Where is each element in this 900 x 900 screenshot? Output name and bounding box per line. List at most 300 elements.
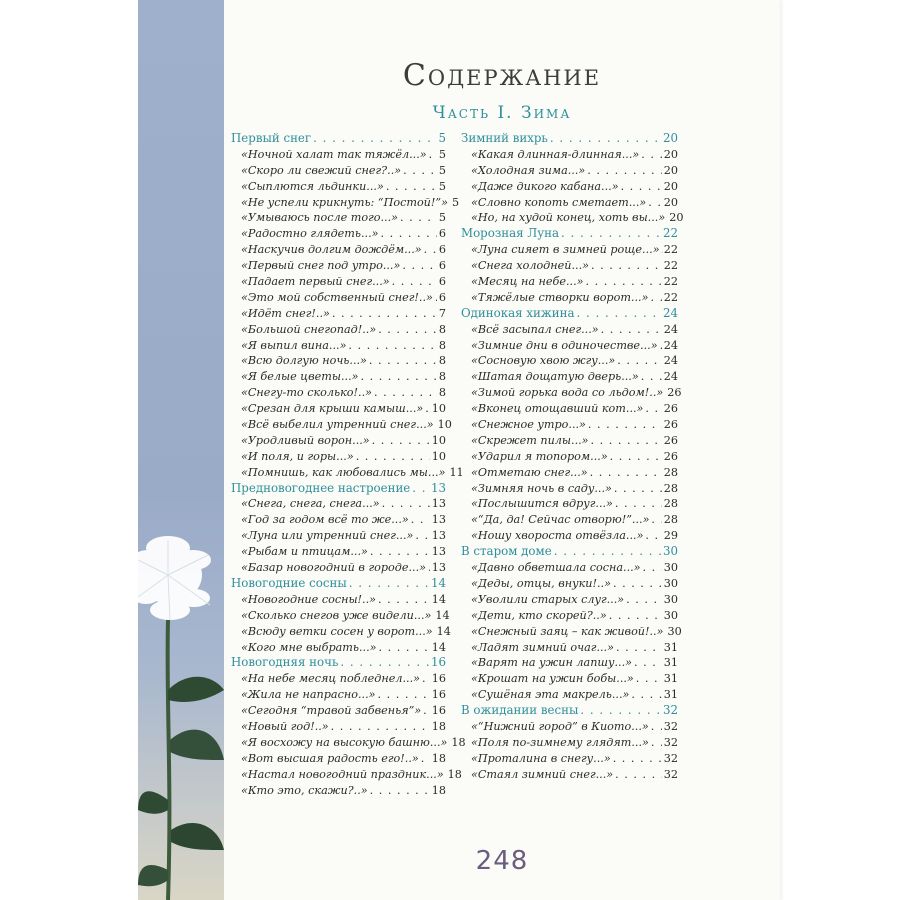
toc-entry-title: «Тяжёлые створки ворот...»: [471, 290, 649, 304]
toc-entry-title: «Новый год!..»: [241, 719, 329, 733]
dot-leader: [402, 258, 437, 274]
toc-entry-title: «“Да, да! Сейчас отворю!”...»: [471, 513, 650, 527]
toc-poem-entry: [461, 560, 678, 576]
toc-entry-page: 26: [663, 449, 678, 463]
dot-leader: [588, 417, 662, 433]
toc-poem-entry: [231, 385, 446, 401]
toc-entry-page: 24: [663, 370, 678, 384]
toc-poem-entry: [461, 274, 678, 290]
dot-leader: [610, 449, 662, 465]
toc-entry-title: «Давно обветшала сосна...»: [471, 561, 641, 575]
dot-leader: [400, 210, 437, 226]
toc-entry-page: 7: [438, 306, 446, 320]
toc-poem-entry: [461, 290, 678, 306]
dot-leader: [331, 719, 430, 735]
toc-entry-title: «Сегодня “травой забвенья”»: [241, 704, 422, 718]
toc-poem-entry: [461, 687, 678, 703]
toc-poem-entry: [461, 735, 678, 751]
toc-poem-entry: [461, 195, 678, 211]
dot-leader: [372, 433, 430, 449]
dot-leader: [613, 751, 662, 767]
toc-entry-page: 30: [663, 608, 678, 622]
toc-poem-entry: [231, 592, 446, 608]
toc-poem-entry: [231, 274, 446, 290]
toc-entry-page: 10: [431, 433, 446, 447]
toc-entry-page: 8: [438, 338, 446, 352]
dot-leader: [360, 369, 436, 385]
toc-entry-title: «Но, на худой конец, хоть вы...»: [471, 211, 666, 225]
toc-poem-entry: [231, 719, 446, 735]
toc-entry-page: 14: [431, 640, 446, 654]
toc-poem-entry: [231, 496, 446, 512]
dot-leader: [651, 512, 661, 528]
toc-poem-entry: [231, 179, 446, 195]
toc-poem-entry: [231, 306, 446, 322]
toc-entry-page: 20: [663, 179, 678, 193]
toc-entry-title: «Сосновую хвою жгу...»: [471, 354, 616, 368]
dot-leader: [425, 401, 430, 417]
toc-entry-page: 26: [667, 386, 682, 400]
dot-leader: [631, 687, 661, 703]
toc-poem-entry: [461, 417, 678, 433]
dot-leader: [561, 226, 661, 242]
toc-entry-title: «Послышится вдруг...»: [471, 497, 613, 511]
toc-entry-page: 28: [663, 481, 678, 495]
dot-leader: [429, 147, 437, 163]
toc-entry-title: «Всё выбелил утренний снег...»: [241, 418, 434, 432]
toc-entry-page: 22: [663, 290, 678, 304]
toc-poem-entry: [231, 751, 446, 767]
toc-entry-page: 5: [438, 147, 446, 161]
toc-entry-title: «Сыплются льдинки...»: [241, 179, 384, 193]
toc-poem-entry: [461, 385, 682, 401]
dot-leader: [378, 592, 430, 608]
toc-entry-page: 26: [663, 418, 678, 432]
part-heading: Часть I. Зима: [432, 103, 572, 123]
toc-entry-page: 6: [438, 290, 446, 304]
dot-leader: [580, 703, 661, 719]
dot-leader: [428, 560, 430, 576]
toc-entry-title: «Наскучив долгим дождём...»: [241, 243, 422, 257]
toc-entry-page: 6: [438, 243, 446, 257]
toc-poem-entry: [231, 640, 446, 656]
toc-poem-entry: [461, 671, 678, 687]
toc-poem-entry: [461, 179, 678, 195]
dot-leader: [648, 195, 662, 211]
toc-entry-title: «Большой снегопад!..»: [241, 322, 377, 336]
dot-leader: [332, 306, 437, 322]
toc-entry-title: «И поля, и горы...»: [241, 449, 354, 463]
toc-entry-page: 22: [663, 243, 678, 257]
toc-entry-title: «Уродливый ворон...»: [241, 433, 370, 447]
toc-entry-title: «Снежный заяц – как живой!..»: [471, 624, 664, 638]
toc-poem-entry: [231, 369, 446, 385]
page-number: 248: [475, 846, 529, 876]
toc-entry-title: «Снега, снега, снега...»: [241, 497, 380, 511]
dot-leader: [411, 512, 430, 528]
toc-poem-entry: [231, 226, 446, 242]
toc-entry-page: 22: [662, 226, 678, 241]
toc-entry-page: 20: [663, 147, 678, 161]
toc-entry-page: 16: [431, 672, 446, 686]
toc-entry-title: «Словно копоть сметает...»: [471, 195, 647, 209]
toc-entry-page: 10: [437, 418, 452, 432]
toc-entry-page: 24: [663, 338, 678, 352]
toc-entry-page: 20: [669, 211, 684, 225]
toc-entry-page: 18: [431, 719, 446, 733]
toc-poem-entry: [461, 338, 678, 354]
toc-poem-entry: [231, 290, 446, 306]
dot-leader: [415, 528, 429, 544]
toc-entry-title: Одинокая хижина: [461, 305, 575, 320]
page-title: Содержание: [402, 58, 602, 93]
dot-leader: [378, 322, 437, 338]
dot-leader: [615, 767, 662, 783]
dot-leader: [381, 226, 437, 242]
toc-poem-entry: [461, 401, 678, 417]
toc-poem-entry: [231, 544, 446, 560]
dot-leader: [643, 560, 662, 576]
toc-entry-title: «Деды, отцы, внуки!..»: [471, 576, 611, 590]
toc-right-column: [461, 131, 684, 783]
toc-entry-page: 31: [663, 688, 678, 702]
toc-entry-title: «Всюду ветки сосен у ворот...»: [241, 624, 433, 638]
toc-poem-entry: [461, 719, 678, 735]
dot-leader: [577, 306, 661, 322]
toc-poem-entry: [461, 147, 678, 163]
dot-leader: [550, 131, 661, 147]
dot-leader: [645, 528, 661, 544]
toc-entry-page: 8: [438, 370, 446, 384]
dot-leader: [641, 369, 662, 385]
toc-poem-entry: [231, 528, 446, 544]
toc-entry-title: «Снежное утро...»: [471, 418, 586, 432]
toc-entry-title: «Я восхожу на высокую башню...»: [241, 735, 448, 749]
toc-entry-page: 20: [663, 163, 678, 177]
toc-poem-entry: [461, 624, 682, 640]
toc-poem-entry: [461, 576, 678, 592]
toc-entry-title: «Отметаю снег...»: [471, 465, 588, 479]
toc-entry-page: 30: [663, 561, 678, 575]
dot-leader: [370, 783, 430, 799]
toc-poem-entry: [231, 338, 446, 354]
toc-entry-page: 28: [663, 465, 678, 479]
toc-entry-page: 6: [438, 259, 446, 273]
dot-leader: [616, 640, 662, 656]
toc-entry-page: 16: [430, 655, 446, 670]
toc-entry-title: «Месяц на небе...»: [471, 275, 584, 289]
dot-leader: [621, 179, 662, 195]
toc-entry-title: «Даже дикого кабана...»: [471, 179, 619, 193]
dot-leader: [626, 592, 662, 608]
toc-entry-page: 20: [663, 195, 678, 209]
toc-poem-entry: [231, 608, 450, 624]
toc-entry-page: 14: [436, 624, 451, 638]
toc-entry-title: «Луна сияет в зимней роще...»: [471, 243, 660, 257]
dot-leader: [613, 576, 662, 592]
toc-entry-page: 18: [447, 767, 462, 781]
dot-leader: [403, 163, 437, 179]
dot-leader: [591, 258, 662, 274]
toc-entry-page: 10: [431, 402, 446, 416]
toc-entry-page: 18: [451, 735, 466, 749]
toc-entry-page: 18: [431, 751, 446, 765]
toc-entry-title: «Какая длинная-длинная...»: [471, 147, 640, 161]
toc-entry-page: 10: [431, 449, 446, 463]
toc-poem-entry: [231, 560, 446, 576]
toc-entry-page: 5: [438, 179, 446, 193]
toc-entry-page: 8: [438, 354, 446, 368]
dot-leader: [374, 385, 437, 401]
toc-poem-entry: [461, 258, 678, 274]
dot-leader: [421, 751, 430, 767]
toc-entry-page: 13: [431, 529, 446, 543]
toc-entry-title: Первый снег: [231, 131, 312, 145]
toc-entry-title: «Снега холодней...»: [471, 259, 589, 273]
dot-leader: [348, 338, 436, 354]
toc-entry-page: 30: [667, 624, 682, 638]
toc-left-column: [231, 131, 466, 798]
toc-poem-entry: [231, 624, 451, 640]
dot-leader: [379, 640, 430, 656]
toc-entry-title: В ожидании весны: [461, 703, 579, 718]
toc-poem-entry: [461, 608, 678, 624]
toc-entry-title: «Это мой собственный снег!..»: [241, 290, 433, 304]
toc-poem-entry: [461, 163, 678, 179]
toc-entry-title: «Крошат на ужин бобы...»: [471, 672, 634, 686]
dot-leader: [590, 465, 662, 481]
toc-entry-title: «Вот высшая радость его!..»: [241, 751, 419, 765]
toc-section-entry: [231, 131, 446, 147]
dot-leader: [423, 703, 430, 719]
toc-entry-title: «Год за годом всё то же...»: [241, 513, 409, 527]
toc-entry-title: «Луна или утренний снег...»: [241, 529, 414, 543]
toc-entry-title: Зимний вихрь: [461, 131, 548, 145]
dot-leader: [435, 290, 437, 306]
toc-poem-entry: [231, 401, 446, 417]
toc-poem-entry: [231, 242, 446, 258]
dot-leader: [369, 353, 437, 369]
toc-entry-title: «Первый снег под утро...»: [241, 259, 401, 273]
toc-entry-title: «Срезан для крыши камыш...»: [241, 402, 424, 416]
toc-entry-page: 26: [663, 433, 678, 447]
toc-entry-page: 32: [663, 735, 678, 749]
toc-entry-title: Новогодняя ночь: [231, 655, 339, 670]
toc-poem-entry: [461, 496, 678, 512]
toc-poem-entry: [231, 735, 466, 751]
toc-section-entry: [231, 576, 446, 592]
dot-leader: [601, 322, 662, 338]
toc-section-entry: [461, 226, 678, 242]
toc-entry-title: «Проталина в снегу...»: [471, 751, 611, 765]
toc-entry-title: «Я белые цветы...»: [241, 370, 359, 384]
dot-leader: [660, 338, 662, 354]
toc-poem-entry: [231, 671, 446, 687]
toc-entry-title: «Всё засыпал снег...»: [471, 322, 599, 336]
toc-entry-title: «Кто это, скажи?..»: [241, 783, 368, 797]
toc-poem-entry: [231, 783, 446, 799]
dot-leader: [650, 290, 661, 306]
toc-entry-title: «Новогодние сосны!..»: [241, 592, 377, 606]
toc-poem-entry: [231, 417, 452, 433]
toc-entry-page: 24: [663, 354, 678, 368]
toc-entry-page: 14: [430, 575, 446, 590]
toc-entry-title: «Зимние дни в одиночестве...»: [471, 338, 658, 352]
toc-poem-entry: [461, 433, 678, 449]
toc-poem-entry: [461, 512, 678, 528]
dot-leader: [349, 576, 429, 592]
toc-poem-entry: [461, 751, 678, 767]
toc-poem-entry: [461, 528, 678, 544]
toc-entry-title: «Снегу-то сколько!..»: [241, 386, 372, 400]
dot-leader: [651, 735, 662, 751]
toc-entry-page: 32: [662, 703, 678, 718]
toc-poem-entry: [461, 655, 678, 671]
toc-entry-title: «Я выпил вина...»: [241, 338, 347, 352]
toc-poem-entry: [231, 433, 446, 449]
toc-entry-page: 5: [438, 211, 446, 225]
toc-entry-page: 31: [663, 656, 678, 670]
toc-entry-page: 5: [438, 163, 446, 177]
toc-entry-page: 13: [431, 545, 446, 559]
toc-entry-page: 16: [431, 688, 446, 702]
toc-entry-page: 5: [438, 131, 446, 145]
dot-leader: [645, 401, 661, 417]
toc-entry-title: «Помнишь, как любовались мы...»: [241, 465, 446, 479]
toc-entry-page: 28: [663, 513, 678, 527]
toc-entry-title: «Кого мне выбрать...»: [241, 640, 377, 654]
chrysanthemum-illustration: [138, 0, 224, 900]
toc-poem-entry: [461, 242, 678, 258]
toc-entry-page: 8: [438, 322, 446, 336]
toc-entry-page: 31: [663, 640, 678, 654]
toc-poem-entry: [231, 512, 446, 528]
toc-poem-entry: [231, 195, 460, 211]
toc-poem-entry: [231, 163, 446, 179]
toc-entry-title: «Падает первый снег...»: [241, 275, 390, 289]
toc-poem-entry: [231, 703, 446, 719]
dot-leader: [617, 353, 661, 369]
dot-leader: [386, 179, 437, 195]
toc-entry-title: «Уволили старых слуг...»: [471, 592, 625, 606]
dot-leader: [587, 163, 661, 179]
dot-leader: [356, 449, 430, 465]
toc-entry-title: «Ношу хвороста отвёзла...»: [471, 529, 644, 543]
dot-leader: [370, 544, 430, 560]
dot-leader: [340, 655, 429, 671]
dot-leader: [634, 655, 662, 671]
dot-leader: [636, 671, 662, 687]
toc-entry-page: 32: [663, 767, 678, 781]
toc-entry-title: «Стаял зимний снег...»: [471, 767, 614, 781]
toc-poem-entry: [461, 449, 678, 465]
toc-entry-title: «Не успели крикнуть: “Постой!”»: [241, 195, 448, 209]
toc-entry-page: 28: [663, 497, 678, 511]
toc-section-entry: [461, 131, 678, 147]
toc-section-entry: [461, 703, 678, 719]
toc-poem-entry: [231, 767, 462, 783]
toc-poem-entry: [231, 449, 446, 465]
toc-entry-title: «Рыбам и птицам...»: [241, 545, 368, 559]
toc-entry-title: «Сколько снегов уже видели...»: [241, 608, 432, 622]
toc-entry-title: «Скрежет пилы...»: [471, 433, 589, 447]
toc-poem-entry: [231, 687, 446, 703]
toc-poem-entry: [461, 353, 678, 369]
toc-entry-title: Новогодние сосны: [231, 575, 347, 590]
toc-poem-entry: [461, 481, 678, 497]
dot-leader: [609, 608, 662, 624]
toc-entry-page: 31: [663, 672, 678, 686]
toc-entry-title: «Ударил я топором...»: [471, 449, 608, 463]
toc-entry-page: 13: [431, 513, 446, 527]
toc-entry-page: 18: [431, 783, 446, 797]
dot-leader: [554, 544, 661, 560]
toc-entry-title: «Варят на ужин лапшу...»: [471, 656, 633, 670]
toc-poem-entry: [231, 353, 446, 369]
dot-leader: [586, 274, 662, 290]
toc-entry-title: «Радостно глядеть...»: [241, 227, 379, 241]
toc-entry-page: 6: [438, 227, 446, 241]
dot-leader: [651, 719, 662, 735]
toc-entry-title: Предновогоднее настроение: [231, 480, 411, 495]
toc-section-entry: [461, 306, 678, 322]
toc-entry-page: 24: [663, 322, 678, 336]
toc-entry-title: «Вконец отощавший кот...»: [471, 402, 644, 416]
toc-section-entry: [231, 481, 446, 497]
toc-entry-title: «Умываюсь после того...»: [241, 211, 399, 225]
toc-entry-page: 5: [451, 195, 460, 209]
dot-leader: [412, 481, 429, 497]
toc-entry-page: 20: [662, 131, 678, 145]
toc-poem-entry: [231, 210, 446, 226]
toc-poem-entry: [461, 369, 678, 385]
toc-entry-title: «Сушёная эта макрель...»: [471, 688, 630, 702]
toc-entry-page: 14: [431, 592, 446, 606]
toc-poem-entry: [461, 592, 678, 608]
toc-entry-page: 16: [431, 704, 446, 718]
toc-poem-entry: [461, 210, 684, 226]
toc-entry-title: В старом доме: [461, 544, 552, 559]
toc-entry-page: 13: [431, 561, 446, 575]
dot-leader: [591, 433, 662, 449]
dot-leader: [382, 496, 430, 512]
toc-poem-entry: [231, 147, 446, 163]
toc-poem-entry: [461, 767, 678, 783]
toc-entry-page: 6: [438, 275, 446, 289]
toc-entry-page: 8: [438, 386, 446, 400]
toc-entry-title: Морозная Луна: [461, 226, 560, 241]
dot-leader: [377, 687, 429, 703]
toc-entry-title: «Шатая дощатую дверь...»: [471, 370, 639, 384]
toc-entry-page: 22: [663, 275, 678, 289]
toc-entry-title: «Дети, кто скорей?..»: [471, 608, 607, 622]
toc-poem-entry: [461, 465, 678, 481]
toc-entry-page: 32: [663, 719, 678, 733]
toc-entry-title: «Зимой горька вода со льдом!..»: [471, 386, 664, 400]
toc-entry-title: «Настал новогодний праздник...»: [241, 767, 444, 781]
toc-entry-title: «Скоро ли свежий снег?..»: [241, 163, 402, 177]
toc-entry-page: 14: [435, 608, 450, 622]
toc-entry-page: 30: [663, 576, 678, 590]
chrysanthemum-icon: [138, 0, 224, 900]
toc-entry-title: «Ночной халат так тяжёл...»: [241, 147, 427, 161]
toc-entry-title: «Холодная зима...»: [471, 163, 586, 177]
dot-leader: [615, 496, 662, 512]
toc-entry-page: 13: [431, 497, 446, 511]
toc-entry-page: 22: [663, 259, 678, 273]
toc-entry-page: 26: [663, 402, 678, 416]
toc-section-entry: [461, 544, 678, 560]
